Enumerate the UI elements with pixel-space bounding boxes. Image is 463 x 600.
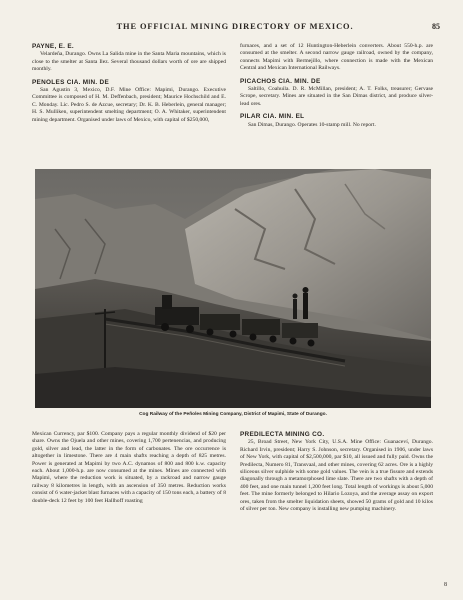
entry-title-payne: PAYNE, E. E. — [32, 43, 74, 50]
top-left-column — [32, 43, 226, 124]
photo-illustration — [35, 169, 431, 408]
bottom-right-column — [240, 431, 433, 513]
entry-text-payne: Velardeña, Durango. Owns La Salida mine in the Santa Maria mountains, which is close to the smelter at Santa Ilez. Several thousand dollars worth of ore are shipped monthly. — [32, 51, 226, 73]
top-right-column — [240, 43, 433, 129]
entry-text-pilar: San Dimas, Durango. Operates 10-stamp mill. No report. — [248, 121, 376, 128]
entry-text-penoles: San Agustin 3, Mexico, D.F. Mine Office: Mapimi, Durango. Executive Committee is composed of H. M. Deffenbach, president; Maurice Hochschild and E. C. Monday. Lic. Pedro S. de Azcue, secretary; Dr. K. B. Heberlein, general manager; H. S. Mulliken, superintendent smelting department; O. A. Whitaker, superintendent mining department. Organised under laws of Mexico, with capital of $250,000, — [32, 87, 226, 123]
entry-title-predilecta: PREDILECTA MINING CO. — [240, 431, 325, 438]
entry-text-penoles-final: Mexican Currency, par $100. Company pays a regular monthly dividend of $20 per share. Owns the Ojuela and other mines, covering 1,700 pertenencias, and producing gold, silver and lead, the latter in the form of carbonates. The ore occurrence is altogether in limestone. There are 4 main shafts reaching a depth of 825 metres. Power is generated at Mapimi by two A.C. dynamos of 800 and 800 k.w. capacity each. About 1,000-h.p. are now consumed at the mines. Mines are connected with Mapimi, where the reduction work is situated, by a rackroad and narrow gauge railway 8 kilometres in length, with an ascension of 350 metres. Reduction works consist of 6 water-jacket blast furnaces with a capacity of 150 tons each, a battery of 8 double-deck 12 feet by 100 feet Hallhoff roasting — [32, 431, 226, 504]
page-number: 85 — [432, 22, 440, 31]
mountain-railway-photo — [35, 169, 431, 408]
entry-title-picachos: PICACHOS CIA. MIN. DE — [240, 77, 321, 85]
bottom-left-column — [32, 431, 226, 505]
entry-text-penoles-continued: furnaces, and a set of 12 Huntington-Heberlein converters. About 550-h.p. are consumed at the smelter. A second narrow gauge railroad, owned by the company, connects Mapimi with Bermejillo, where connection is made with the Mexican Central and Mexican International Railways. — [240, 43, 433, 72]
running-title: THE OFFICIAL MINING DIRECTORY OF MEXICO. — [116, 22, 354, 31]
entry-text-predilecta: 25, Broad Street, New York City, U.S.A. Mine Office: Guanaceví, Durango. Richard Irvin, president; Harry S. Johnson, secretary. Organised in 1906, under laws of New York, with capital of $2,500,000, par $10, all issued and fully paid. Owns the Predilecta, Numero 81, Transvaal, and other mines, covering 62 acres. Ore is a highly siliceous silver sulphide with some gold values. The vein is a true fissure and extends diagonally through a metamorphosed lime slate. There are two shafts with a depth of 400 feet, and one main tunnel 1,200 feet long. Total length of workings is about 5,000 feet. The mine formerly belonged to Hilario Lozoya, and the average assay on export ores, taken from the smelter liquidation sheets, showed 50 grams of gold and 10 kilos of silver per ton. New company is installing new pumping machinery. — [240, 439, 433, 513]
running-header — [30, 22, 440, 38]
entry-text-picachos: Saltillo, Coahuila. D. R. McMillan, president; A. T. Folks, treasurer; Gervase Scrope, secretary. Mines are situated in the San Dimas district, and produce silver-lead ores. — [240, 86, 433, 107]
entry-title-penoles: PENOLES CIA. MIN. DE — [32, 78, 110, 86]
photo-caption: Cog Railway of the Peñoles Mining Company, District of Mapimi, State of Durango. — [139, 412, 327, 417]
footer-mark: 8 — [444, 582, 447, 588]
entry-title-pilar: PILAR CIA. MIN. EL — [240, 113, 305, 121]
